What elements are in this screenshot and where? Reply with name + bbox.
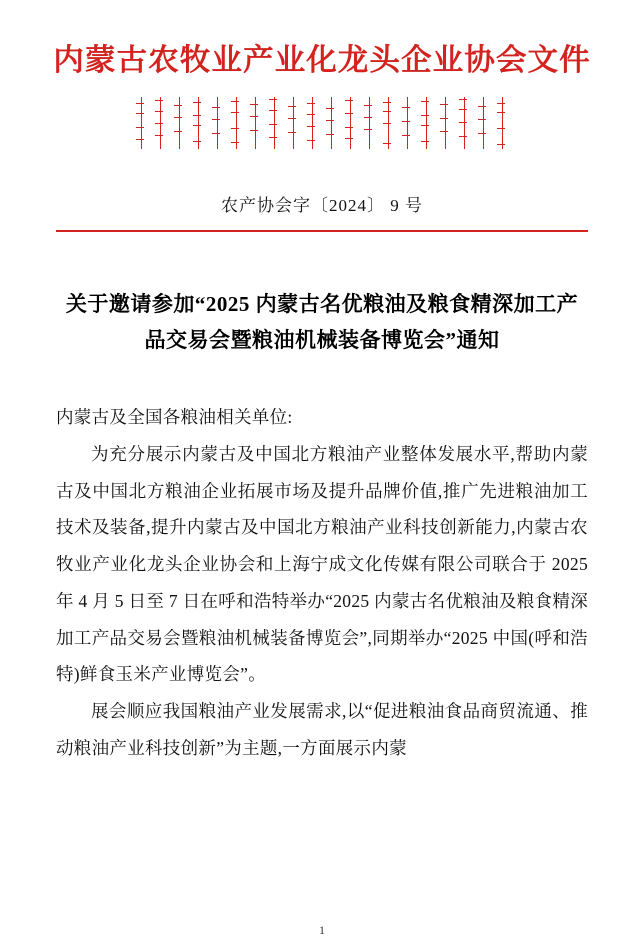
salutation: 内蒙古及全国各粮油相关单位: (56, 407, 293, 428)
mongolian-glyph (443, 97, 449, 149)
mongolian-glyph (310, 97, 316, 149)
mongolian-glyph (348, 97, 354, 149)
mongolian-glyph (139, 97, 145, 149)
mongolian-glyph (272, 97, 278, 149)
page-title: 关于邀请参加“2025 内蒙古名优粮油及粮食精深加工产品交易会暨粮油机械装备博览会”通知 (65, 291, 579, 353)
body-paragraph-1: 为充分展示内蒙古及中国北方粮油产业整体发展水平,帮助内蒙古及中国北方粮油企业拓展市场及提升品牌价值,推广先进粮油加工技术及装备,提升内蒙古及中国北方粮油产业科技创新能力,内蒙古农牧业产业化龙头企业协会和上海宁成文化传媒有限公司联合于 2025 年 4 月 5 日至 7 日在呼和浩特举办“2025 内蒙古名优粮油及粮食精深加工产品交易会暨粮油机械装备博览会”,同期举办“2025 中国(呼和浩特)鲜食玉米产业博览会”。 (56, 443, 588, 685)
mongolian-glyph (386, 97, 392, 149)
mongolian-glyph (215, 97, 221, 149)
mongolian-glyph (253, 97, 259, 149)
mongolian-glyph (367, 97, 373, 149)
document-number: 农产协会字〔2024〕 9 号 (221, 195, 423, 215)
mongolian-script-banner (56, 97, 588, 155)
masthead-title: 内蒙古农牧业产业化龙头企业协会文件 (53, 44, 591, 77)
page-number: 1 (319, 923, 325, 937)
mongolian-glyph (481, 97, 487, 149)
mongolian-glyph (234, 97, 240, 149)
mongolian-glyph (500, 97, 506, 149)
mongolian-glyph (329, 97, 335, 149)
mongolian-glyph (158, 97, 164, 149)
mongolian-glyph (291, 97, 297, 149)
mongolian-glyph (177, 97, 183, 149)
mongolian-glyph (196, 97, 202, 149)
body-paragraph-2: 展会顺应我国粮油产业发展需求,以“促进粮油食品商贸流通、推动粮油产业科技创新”为主题,一方面展示内蒙 (56, 701, 588, 758)
mongolian-glyph (405, 97, 411, 149)
document-body (56, 399, 588, 767)
mongolian-glyph (424, 97, 430, 149)
document-number-block (56, 191, 588, 232)
red-divider-rule (56, 230, 588, 232)
mongolian-glyph (462, 97, 468, 149)
masthead (53, 0, 591, 155)
